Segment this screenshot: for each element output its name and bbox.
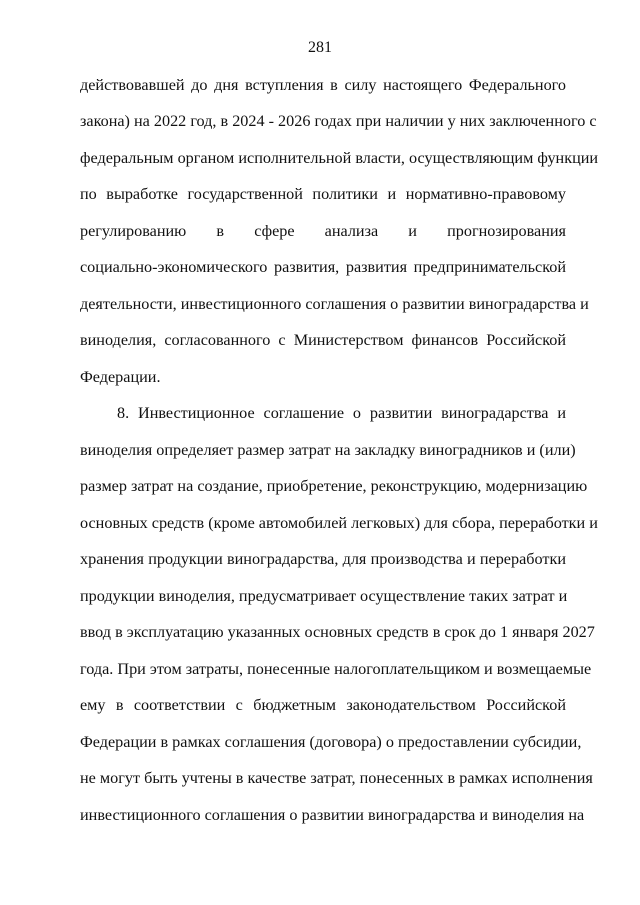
text-line: ему в соответствии с бюджетным законодательством Российской: [80, 696, 566, 714]
text-line: Федерации в рамках соглашения (договора) о предоставлении субсидии,: [80, 733, 582, 751]
text-line: инвестиционного соглашения о развитии виноградарства и виноделия на: [80, 806, 585, 824]
text-line: ввод в эксплуатацию указанных основных средств в срок до 1 января 2027: [80, 623, 595, 641]
text-line: хранения продукции виноградарства, для производства и переработки: [80, 550, 566, 568]
text-line: регулированию в сфере анализа и прогнозирования: [80, 222, 566, 240]
text-line: закона) на 2022 год, в 2024 - 2026 годах при наличии у них заключенного с: [80, 112, 597, 130]
page-number: 281: [308, 39, 332, 56]
text-line: продукции виноделия, предусматривает осуществление таких затрат и: [80, 587, 568, 605]
text-line: действовавшей до дня вступления в силу настоящего Федерального: [80, 76, 566, 94]
text-line: не могут быть учтены в качестве затрат, понесенных в рамках исполнения: [80, 769, 593, 787]
text-line: размер затрат на создание, приобретение, реконструкцию, модернизацию: [80, 477, 588, 495]
text-line: виноделия, согласованного с Министерством финансов Российской: [80, 331, 566, 349]
text-line: Федерации.: [80, 368, 161, 386]
text-line: виноделия определяет размер затрат на закладку виноградников и (или): [80, 441, 576, 459]
text-line: по выработке государственной политики и нормативно-правовому: [80, 185, 566, 203]
text-line: деятельности, инвестиционного соглашения о развитии виноградарства и: [80, 295, 589, 313]
text-line: основных средств (кроме автомобилей легковых) для сбора, переработки и: [80, 514, 598, 532]
text-line: федеральным органом исполнительной власти, осуществляющим функции: [80, 149, 599, 167]
text-line: социально-экономического развития, развития предпринимательской: [80, 258, 566, 276]
text-line: 8. Инвестиционное соглашение о развитии виноградарства и: [117, 404, 566, 422]
text-line: года. При этом затраты, понесенные налогоплательщиком и возмещаемые: [80, 660, 592, 678]
